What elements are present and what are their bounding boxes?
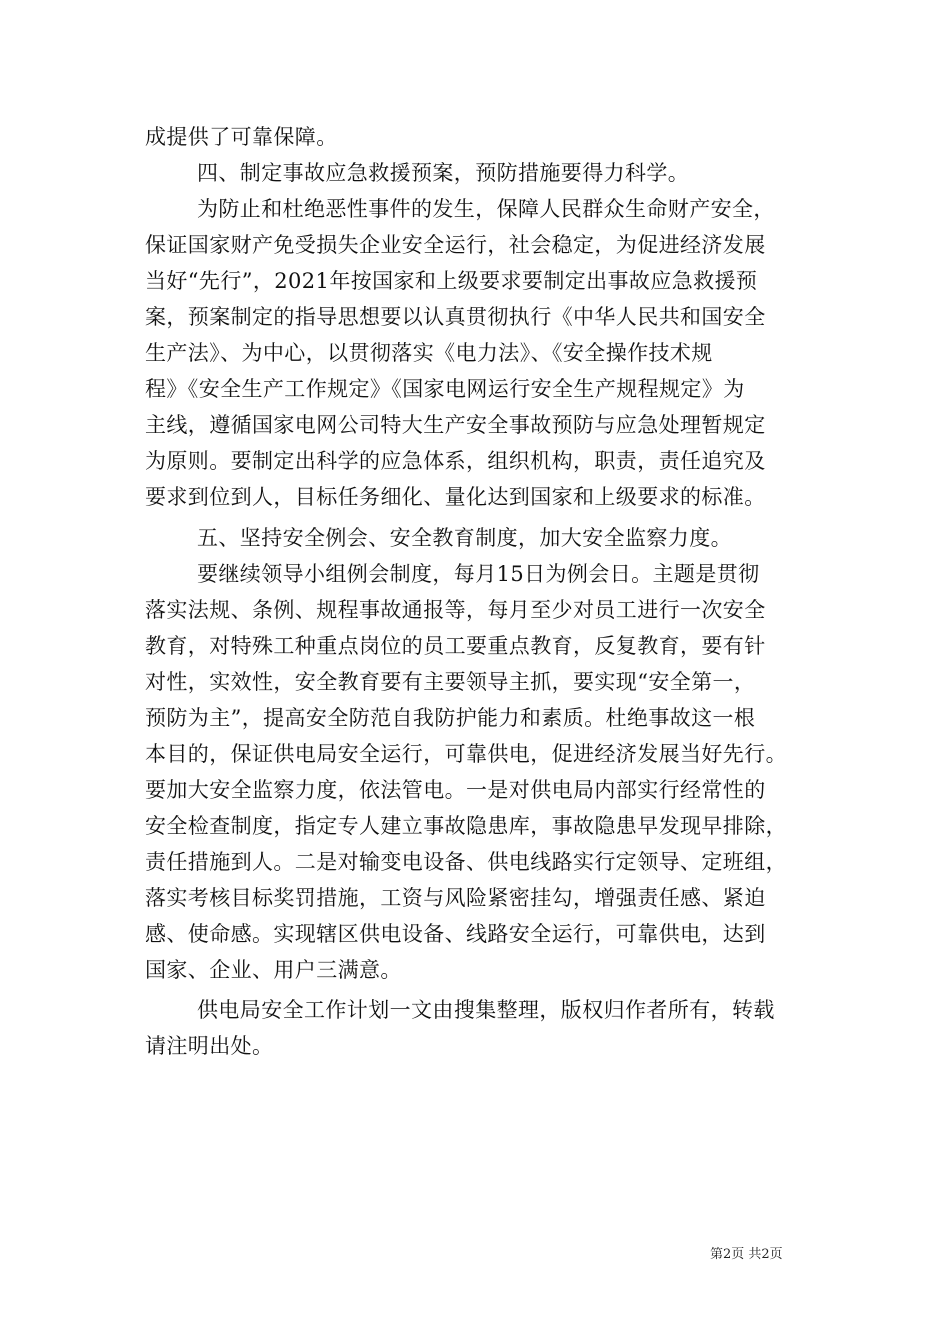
paragraph-line: 生产法》、为中心，以贯彻落实《电力法》、《安全操作技术规 (145, 341, 713, 365)
section-heading-4: 四、制定事故应急救援预案，预防措施要得力科学。 (197, 161, 690, 185)
paragraph-line: 要加大安全监察力度，依法管电。一是对供电局内部实行经常性的 (145, 778, 766, 802)
paragraph-line: 要继续领导小组例会制度，每月15日为例会日。主题是贯彻 (197, 562, 760, 586)
paragraph-line: 保证国家财产免受损失企业安全运行，社会稳定，为促进经济发展 (145, 233, 766, 257)
paragraph-line: 责任措施到人。二是对输变电设备、供电线路实行定领导、定班组， (145, 850, 787, 874)
paragraph-line: 感、使命感。实现辖区供电设备、线路安全运行，可靠供电，达到 (145, 922, 766, 946)
section-heading-5: 五、坚持安全例会、安全教育制度，加大安全监察力度。 (197, 526, 732, 550)
paragraph-line: 要求到位到人，目标任务细化、量化达到国家和上级要求的标准。 (145, 485, 766, 509)
paragraph-line: 主线，遵循国家电网公司特大生产安全事故预防与应急处理暂规定 (145, 413, 766, 437)
paragraph-line: 为原则。要制定出科学的应急体系，组织机构，职责，责任追究及 (145, 449, 766, 473)
page-number: 第2页 共2页 (710, 1247, 783, 1262)
paragraph-line: 预防为主”，提高安全防范自我防护能力和素质。杜绝事故这一根 (145, 706, 756, 730)
paragraph-line: 当好“先行”，2021年按国家和上级要求要制定出事故应急救援预 (145, 269, 758, 293)
paragraph-line: 落实考核目标奖罚措施，工资与风险紧密挂勾，增强责任感、紧迫 (145, 886, 766, 910)
paragraph-line: 程》《安全生产工作规定》《国家电网运行安全生产规程规定》为 (145, 377, 745, 401)
paragraph-line: 教育，对特殊工种重点岗位的员工要重点教育，反复教育，要有针 (145, 634, 766, 658)
copyright-notice: 供电局安全工作计划一文由搜集整理，版权归作者所有，转载 (197, 998, 775, 1022)
paragraph-line: 落实法规、条例、规程事故通报等，每月至少对员工进行一次安全 (145, 598, 766, 622)
paragraph-line: 为防止和杜绝恶性事件的发生，保障人民群众生命财产安全， (197, 197, 775, 221)
paragraph-line: 对性，实效性，安全教育要有主要领导主抓，要实现“安全第一， (145, 670, 756, 694)
copyright-notice: 请注明出处。 (145, 1034, 274, 1058)
paragraph-line: 成提供了可靠保障。 (145, 125, 338, 149)
paragraph-line: 国家、企业、用户三满意。 (145, 958, 402, 982)
paragraph-line: 本目的，保证供电局安全运行，可靠供电，促进经济发展当好先行。 (145, 742, 787, 766)
paragraph-line: 安全检查制度，指定专人建立事故隐患库，事故隐患早发现早排除， (145, 814, 787, 838)
paragraph-line: 案，预案制定的指导思想要以认真贯彻执行《中华人民共和国安全 (145, 305, 766, 329)
